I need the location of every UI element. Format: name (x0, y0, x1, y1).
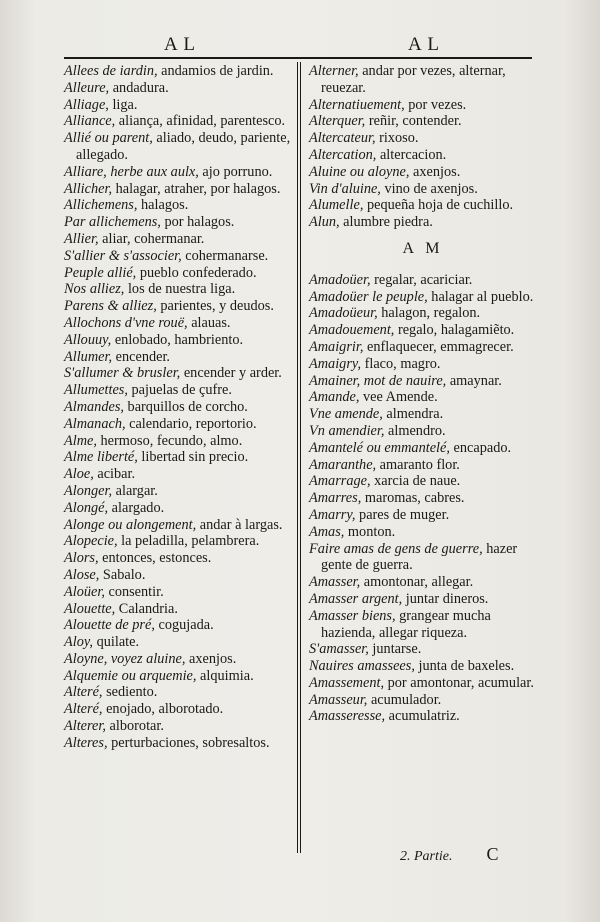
entry-translation: hermoso, fecundo, almo. (96, 432, 243, 449)
running-header (64, 34, 532, 54)
entry-headword: S'amasser, (309, 641, 369, 658)
entry-headword: Faire amas de gens de guerre, (309, 540, 483, 557)
dictionary-entry (64, 718, 294, 735)
dictionary-entry (64, 567, 294, 584)
entry-headword: Alopecie, (64, 533, 118, 550)
entry-headword: Amasser, (309, 574, 361, 591)
entry-translation: Sabalo. (99, 566, 146, 583)
dictionary-entry (64, 399, 294, 416)
right-column-am-entries (309, 272, 537, 726)
entry-headword: Vin d'aluine, (309, 180, 381, 197)
entry-headword: Amantelé ou emmantelé, (309, 439, 450, 456)
dictionary-entry (309, 305, 537, 322)
entry-translation: halagar al pueblo. (427, 288, 534, 305)
entry-headword: Amadoüer le peuple, (309, 288, 428, 305)
dictionary-entry (64, 164, 294, 181)
entry-translation: enflaquecer, emmagrecer. (363, 338, 514, 355)
entry-translation: acumulatriz. (385, 708, 460, 725)
entry-headword: Aloüer, (64, 583, 105, 600)
entry-headword: Par allichemens, (64, 214, 161, 231)
entry-translation: liga. (108, 96, 138, 113)
entry-headword: Alterer, (64, 718, 106, 735)
dictionary-entry (64, 97, 294, 114)
entry-translation: alargar. (112, 482, 158, 499)
right-column-al-entries (309, 63, 537, 231)
entry-translation: alumbre piedra. (339, 214, 433, 231)
entry-translation: por amontonar, acumular. (384, 674, 534, 691)
entry-translation: acumulador. (367, 691, 442, 708)
dictionary-entry (309, 423, 537, 440)
dictionary-entry (64, 449, 294, 466)
dictionary-entry (64, 80, 294, 97)
dictionary-entry (309, 356, 537, 373)
entry-headword: Altercation, (309, 146, 377, 163)
entry-headword: Allumer, (64, 348, 113, 365)
entry-headword: Amadouement, (309, 322, 395, 339)
entry-headword: Almandes, (64, 398, 124, 415)
entry-translation: junta de baxeles. (414, 658, 515, 675)
dictionary-entry (309, 289, 537, 306)
entry-translation: entonces, estonces. (98, 550, 212, 567)
dictionary-entry (309, 389, 537, 406)
dictionary-entry (309, 406, 537, 423)
entry-headword: Nos alliez, (64, 281, 125, 298)
dictionary-entry (64, 668, 294, 685)
dictionary-entry (309, 658, 537, 675)
dictionary-entry (64, 500, 294, 517)
entry-headword: Amarry, (309, 506, 356, 523)
dictionary-entry (64, 63, 294, 80)
dictionary-entry (64, 701, 294, 718)
entry-translation: flaco, magro. (361, 355, 441, 372)
entry-headword: Alteres, (64, 734, 108, 751)
entry-translation: juntar dineros. (402, 590, 489, 607)
right-column (309, 63, 537, 725)
column-divider (297, 62, 301, 853)
entry-translation: alborotar. (105, 718, 164, 735)
entry-headword: Amassement, (309, 674, 385, 691)
dictionary-entry (309, 197, 537, 214)
dictionary-entry (309, 507, 537, 524)
entry-headword: Allumettes, (64, 382, 128, 399)
entry-headword: Aluine ou aloyne, (309, 163, 410, 180)
entry-headword: Amasseur, (309, 691, 368, 708)
dictionary-entry (309, 272, 537, 289)
dictionary-entry (64, 248, 294, 265)
entry-translation: grangear mucha hazienda, allegar riqueza. (321, 607, 491, 641)
entry-headword: Allochons d'vne rouë, (64, 314, 188, 331)
entry-translation: vee Amende. (359, 389, 438, 406)
entry-headword: Alun, (309, 214, 340, 231)
entry-translation: amaynar. (446, 372, 502, 389)
entry-translation: pueblo confederado. (136, 264, 257, 281)
entry-translation: encender y arder. (180, 365, 282, 382)
entry-headword: Aloyne, voyez aluine, (64, 650, 186, 667)
entry-headword: Amande, (309, 389, 360, 406)
entry-headword: Alliance, (64, 113, 116, 130)
dictionary-entry (64, 601, 294, 618)
entry-headword: Alouette de pré, (64, 617, 155, 634)
entry-translation: perturbaciones, sobresaltos. (107, 734, 270, 751)
entry-headword: Allicher, (64, 180, 113, 197)
entry-headword: Alteré, (64, 684, 103, 701)
entry-headword: Alteré, (64, 701, 103, 718)
entry-headword: S'allumer & brusler, (64, 365, 181, 382)
header-rule (64, 57, 532, 59)
entry-headword: Amaigry, (309, 355, 362, 372)
entry-headword: Allichemens, (64, 197, 138, 214)
section-heading: A M (402, 239, 444, 257)
entry-headword: Alliare, herbe aux aulx, (64, 163, 199, 180)
dictionary-entry (64, 315, 294, 332)
entry-headword: Allees de iardin, (64, 63, 158, 79)
entry-translation: pajuelas de çufre. (127, 382, 232, 399)
dictionary-entry (309, 457, 537, 474)
entry-translation: alargado. (108, 499, 165, 516)
entry-headword: Alterquer, (309, 113, 366, 130)
entry-headword: Parens & alliez, (64, 298, 157, 315)
dictionary-entry (309, 63, 537, 97)
entry-headword: Allié ou parent, (64, 130, 153, 147)
dictionary-entry (309, 641, 537, 658)
dictionary-entry (64, 365, 294, 382)
entry-headword: Alternatiuement, (309, 96, 405, 113)
entry-translation: alquimia. (196, 667, 254, 684)
entry-translation: andadura. (109, 79, 169, 96)
entry-headword: S'allier & s'associer, (64, 247, 182, 264)
dictionary-entry (64, 634, 294, 651)
entry-translation: axenjos. (185, 650, 237, 667)
entry-translation: maromas, cabres. (361, 490, 465, 507)
dictionary-entry (309, 541, 537, 575)
entry-translation: por vezes. (404, 96, 467, 113)
entry-translation: encender. (112, 348, 171, 365)
dictionary-entry (309, 130, 537, 147)
entry-translation: quilate. (93, 634, 140, 651)
entry-headword: Alliage, (64, 96, 109, 113)
dictionary-entry (64, 651, 294, 668)
entry-translation: pares de muger. (355, 506, 450, 523)
dictionary-entry (64, 130, 294, 164)
entry-headword: Allouuy, (64, 331, 112, 348)
entry-translation: andar por vezes, alternar, reuezar. (321, 63, 506, 96)
dictionary-entry (64, 483, 294, 500)
entry-translation: encapado. (449, 439, 512, 456)
entry-translation: los de nuestra liga. (124, 281, 236, 298)
entry-translation: axenjos. (409, 163, 461, 180)
entry-headword: Vn amendier, (309, 422, 385, 439)
entry-translation: libertad sin precio. (137, 449, 249, 466)
dictionary-entry (309, 440, 537, 457)
dictionary-entry (64, 231, 294, 248)
entry-headword: Alouette, (64, 600, 116, 617)
entry-headword: Alonge ou alongement, (64, 516, 197, 533)
dictionary-entry (309, 692, 537, 709)
entry-headword: Alongé, (64, 499, 109, 516)
dictionary-entry (309, 164, 537, 181)
entry-headword: Alme liberté, (64, 449, 138, 466)
entry-translation: aliar, cohermanar. (98, 230, 205, 247)
left-column (64, 63, 294, 752)
dictionary-entry (64, 517, 294, 534)
entry-translation: monton. (344, 523, 396, 540)
entry-translation: aliança, afinidad, parentesco. (115, 113, 286, 130)
entry-translation: juntarse. (368, 641, 422, 658)
dictionary-entry (64, 550, 294, 567)
dictionary-entry (309, 608, 537, 642)
entry-headword: Amaigrir, (309, 338, 364, 355)
dictionary-entry (64, 735, 294, 752)
entry-translation: ajo porruno. (198, 163, 273, 180)
dictionary-entry (64, 584, 294, 601)
dictionary-entry (64, 433, 294, 450)
entry-headword: Alme, (64, 432, 97, 449)
entry-headword: Alumelle, (309, 197, 364, 214)
entry-translation: rixoso. (375, 130, 419, 147)
entry-headword: Peuple allié, (64, 264, 137, 281)
entry-translation: altercacion. (376, 146, 447, 163)
dictionary-entry (309, 97, 537, 114)
entry-headword: Amasser biens, (309, 607, 396, 624)
entry-translation: consentir. (104, 583, 164, 600)
footer-part: 2. Partie. (400, 849, 453, 864)
entry-headword: Vne amende, (309, 406, 383, 423)
dictionary-entry (64, 349, 294, 366)
entry-translation: Calandria. (115, 600, 178, 617)
entry-translation: halagar, atraher, por halagos. (112, 180, 281, 197)
dictionary-entry (309, 322, 537, 339)
header-left: A L (164, 34, 197, 55)
dictionary-entry (309, 147, 537, 164)
dictionary-entry (64, 382, 294, 399)
entry-translation: almendro. (384, 422, 446, 439)
entry-headword: Aloy, (64, 634, 93, 651)
entry-translation: la peladilla, pelambrera. (117, 533, 260, 550)
dictionary-entry (309, 113, 537, 130)
entry-headword: Nauires amassees, (309, 658, 415, 675)
entry-translation: regalar, acariciar. (370, 271, 473, 288)
entry-translation: regalo, halagamiẽto. (394, 322, 515, 339)
entry-headword: Amadoüeur, (309, 305, 378, 322)
entry-headword: Alquemie ou arquemie, (64, 667, 197, 684)
dictionary-entry (64, 416, 294, 433)
dictionary-entry (309, 675, 537, 692)
dictionary-entry (309, 214, 537, 231)
entry-translation: por halagos. (160, 214, 235, 231)
entry-translation: barquillos de corcho. (123, 398, 248, 415)
entry-headword: Alors, (64, 550, 99, 567)
entry-translation: andar à largas. (196, 516, 283, 533)
dictionary-entry (64, 197, 294, 214)
dictionary-entry (64, 466, 294, 483)
entry-headword: Amarres, (309, 490, 362, 507)
entry-translation: almendra. (382, 406, 444, 423)
entry-translation: pequeña hoja de cuchillo. (363, 197, 514, 214)
dictionary-entry (309, 473, 537, 490)
dictionary-entry (309, 490, 537, 507)
dictionary-entry (64, 281, 294, 298)
dictionary-entry (64, 214, 294, 231)
dictionary-entry (309, 181, 537, 198)
entry-headword: Amainer, mot de nauire, (309, 372, 447, 389)
signature-mark: C (486, 844, 499, 864)
dictionary-entry (309, 373, 537, 390)
entry-headword: Allier, (64, 230, 99, 247)
entry-translation: enlobado, hambriento. (111, 331, 244, 348)
entry-headword: Amasser argent, (309, 590, 403, 607)
dictionary-entry (64, 113, 294, 130)
entry-headword: Amarrage, (309, 473, 371, 490)
entry-headword: Amasseresse, (309, 708, 386, 725)
entry-headword: Altercateur, (309, 130, 376, 147)
entry-translation: cohermanarse. (181, 247, 269, 264)
entry-headword: Almanach, (64, 415, 126, 432)
entry-headword: Alterner, (309, 63, 359, 79)
dictionary-entry (309, 708, 537, 725)
entry-translation: calendario, reportorio. (125, 415, 257, 432)
entry-translation: amontonar, allegar. (360, 574, 474, 591)
dictionary-entry (64, 684, 294, 701)
entry-translation: aliado, deudo, pariente, allegado. (76, 130, 291, 163)
entry-headword: Amaranthe, (309, 456, 377, 473)
entry-translation: enojado, alborotado. (102, 701, 224, 718)
entry-translation: amaranto flor. (376, 456, 460, 473)
dictionary-entry (64, 617, 294, 634)
dictionary-entry (309, 574, 537, 591)
header-right: A L (408, 34, 441, 55)
entry-headword: Alose, (64, 566, 100, 583)
entry-translation: halagos. (137, 197, 189, 214)
entry-translation: halagon, regalon. (377, 305, 481, 322)
entry-headword: Amas, (309, 523, 345, 540)
entry-translation: sediento. (102, 684, 158, 701)
dictionary-entry (309, 339, 537, 356)
entry-translation: cogujada. (154, 617, 214, 634)
dictionary-entry (64, 298, 294, 315)
dictionary-entry (309, 591, 537, 608)
entry-translation: reñir, contender. (365, 113, 462, 130)
entry-headword: Aloe, (64, 466, 94, 483)
entry-translation: xarcia de naue. (370, 473, 461, 490)
dictionary-entry (64, 265, 294, 282)
dictionary-entry (309, 524, 537, 541)
entry-translation: acibar. (93, 466, 136, 483)
entry-headword: Alonger, (64, 482, 113, 499)
entry-headword: Amadoüer, (309, 271, 371, 288)
page-footer (400, 844, 499, 865)
entry-translation: vino de axenjos. (380, 180, 478, 197)
dictionary-entry (64, 533, 294, 550)
entry-translation: alauas. (187, 314, 231, 331)
entry-translation: parientes, y deudos. (156, 298, 274, 315)
entry-translation: andamios de jardin. (157, 63, 274, 79)
entry-translation: hazer gente de guerra. (321, 540, 518, 574)
dictionary-entry (64, 332, 294, 349)
entry-headword: Alleure, (64, 79, 110, 96)
dictionary-entry (64, 181, 294, 198)
